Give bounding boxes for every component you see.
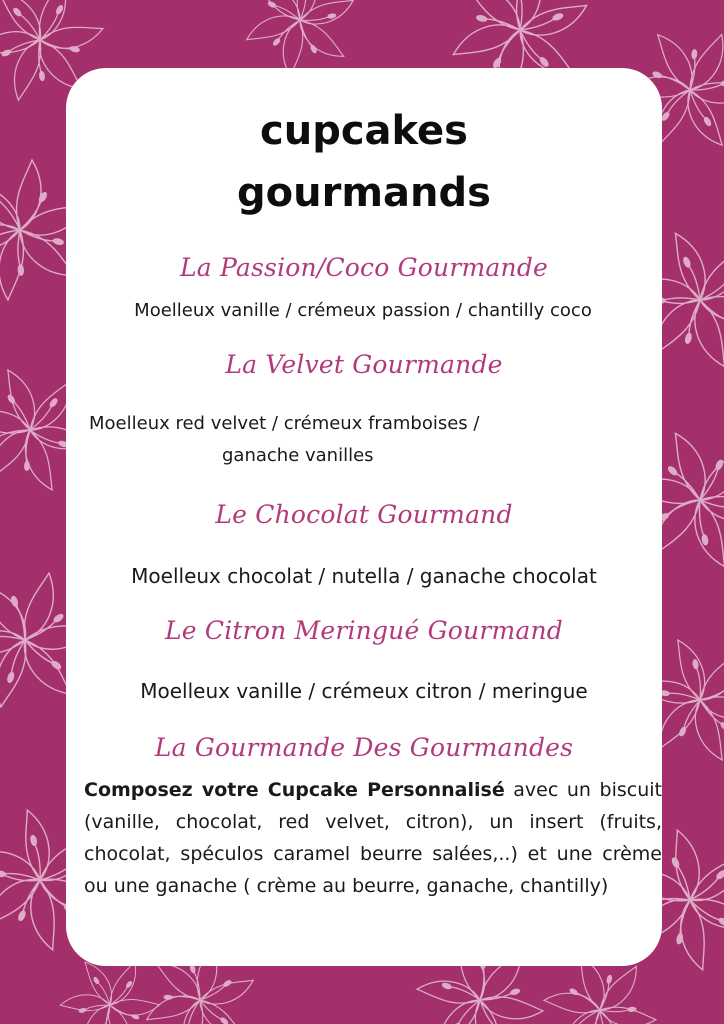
item-title-velvet: La Velvet Gourmande <box>225 350 503 379</box>
item-title-passion-coco: La Passion/Coco Gourmande <box>179 253 549 282</box>
item-description-chocolat: Moelleux chocolat / nutella / ganache chocolat <box>131 564 597 588</box>
page-title <box>66 100 662 224</box>
item-title-citron: Le Citron Meringué Gourmand <box>164 616 564 645</box>
item-description-passion-coco: Moelleux vanille / crémeux passion / chantilly coco <box>134 300 592 321</box>
item-description-velvet-line-1: Moelleux red velvet / crémeux framboises / <box>89 413 480 434</box>
item-description-citron: Moelleux vanille / crémeux citron / meringue <box>140 679 588 703</box>
custom-cupcake-description <box>84 774 662 902</box>
item-title-chocolat: Le Chocolat Gourmand <box>215 500 513 529</box>
title-line-1: cupcakes <box>260 108 468 154</box>
item-description-velvet-line-2: ganache vanilles <box>222 445 374 466</box>
title-line-2: gourmands <box>237 170 491 216</box>
custom-cupcake-highlight: Composez votre Cupcake Personnalisé <box>84 779 505 801</box>
custom-cupcake-text: avec un biscuit (vanille, chocolat, red velvet, citron), un insert (fruits, chocolat, spéculos caramel beurre salées,..) et une crème ou une ganache ( crème au beurre, ganache, chantilly) <box>84 779 662 897</box>
item-title-gourmande-des-gourmandes: La Gourmande Des Gourmandes <box>154 733 574 762</box>
